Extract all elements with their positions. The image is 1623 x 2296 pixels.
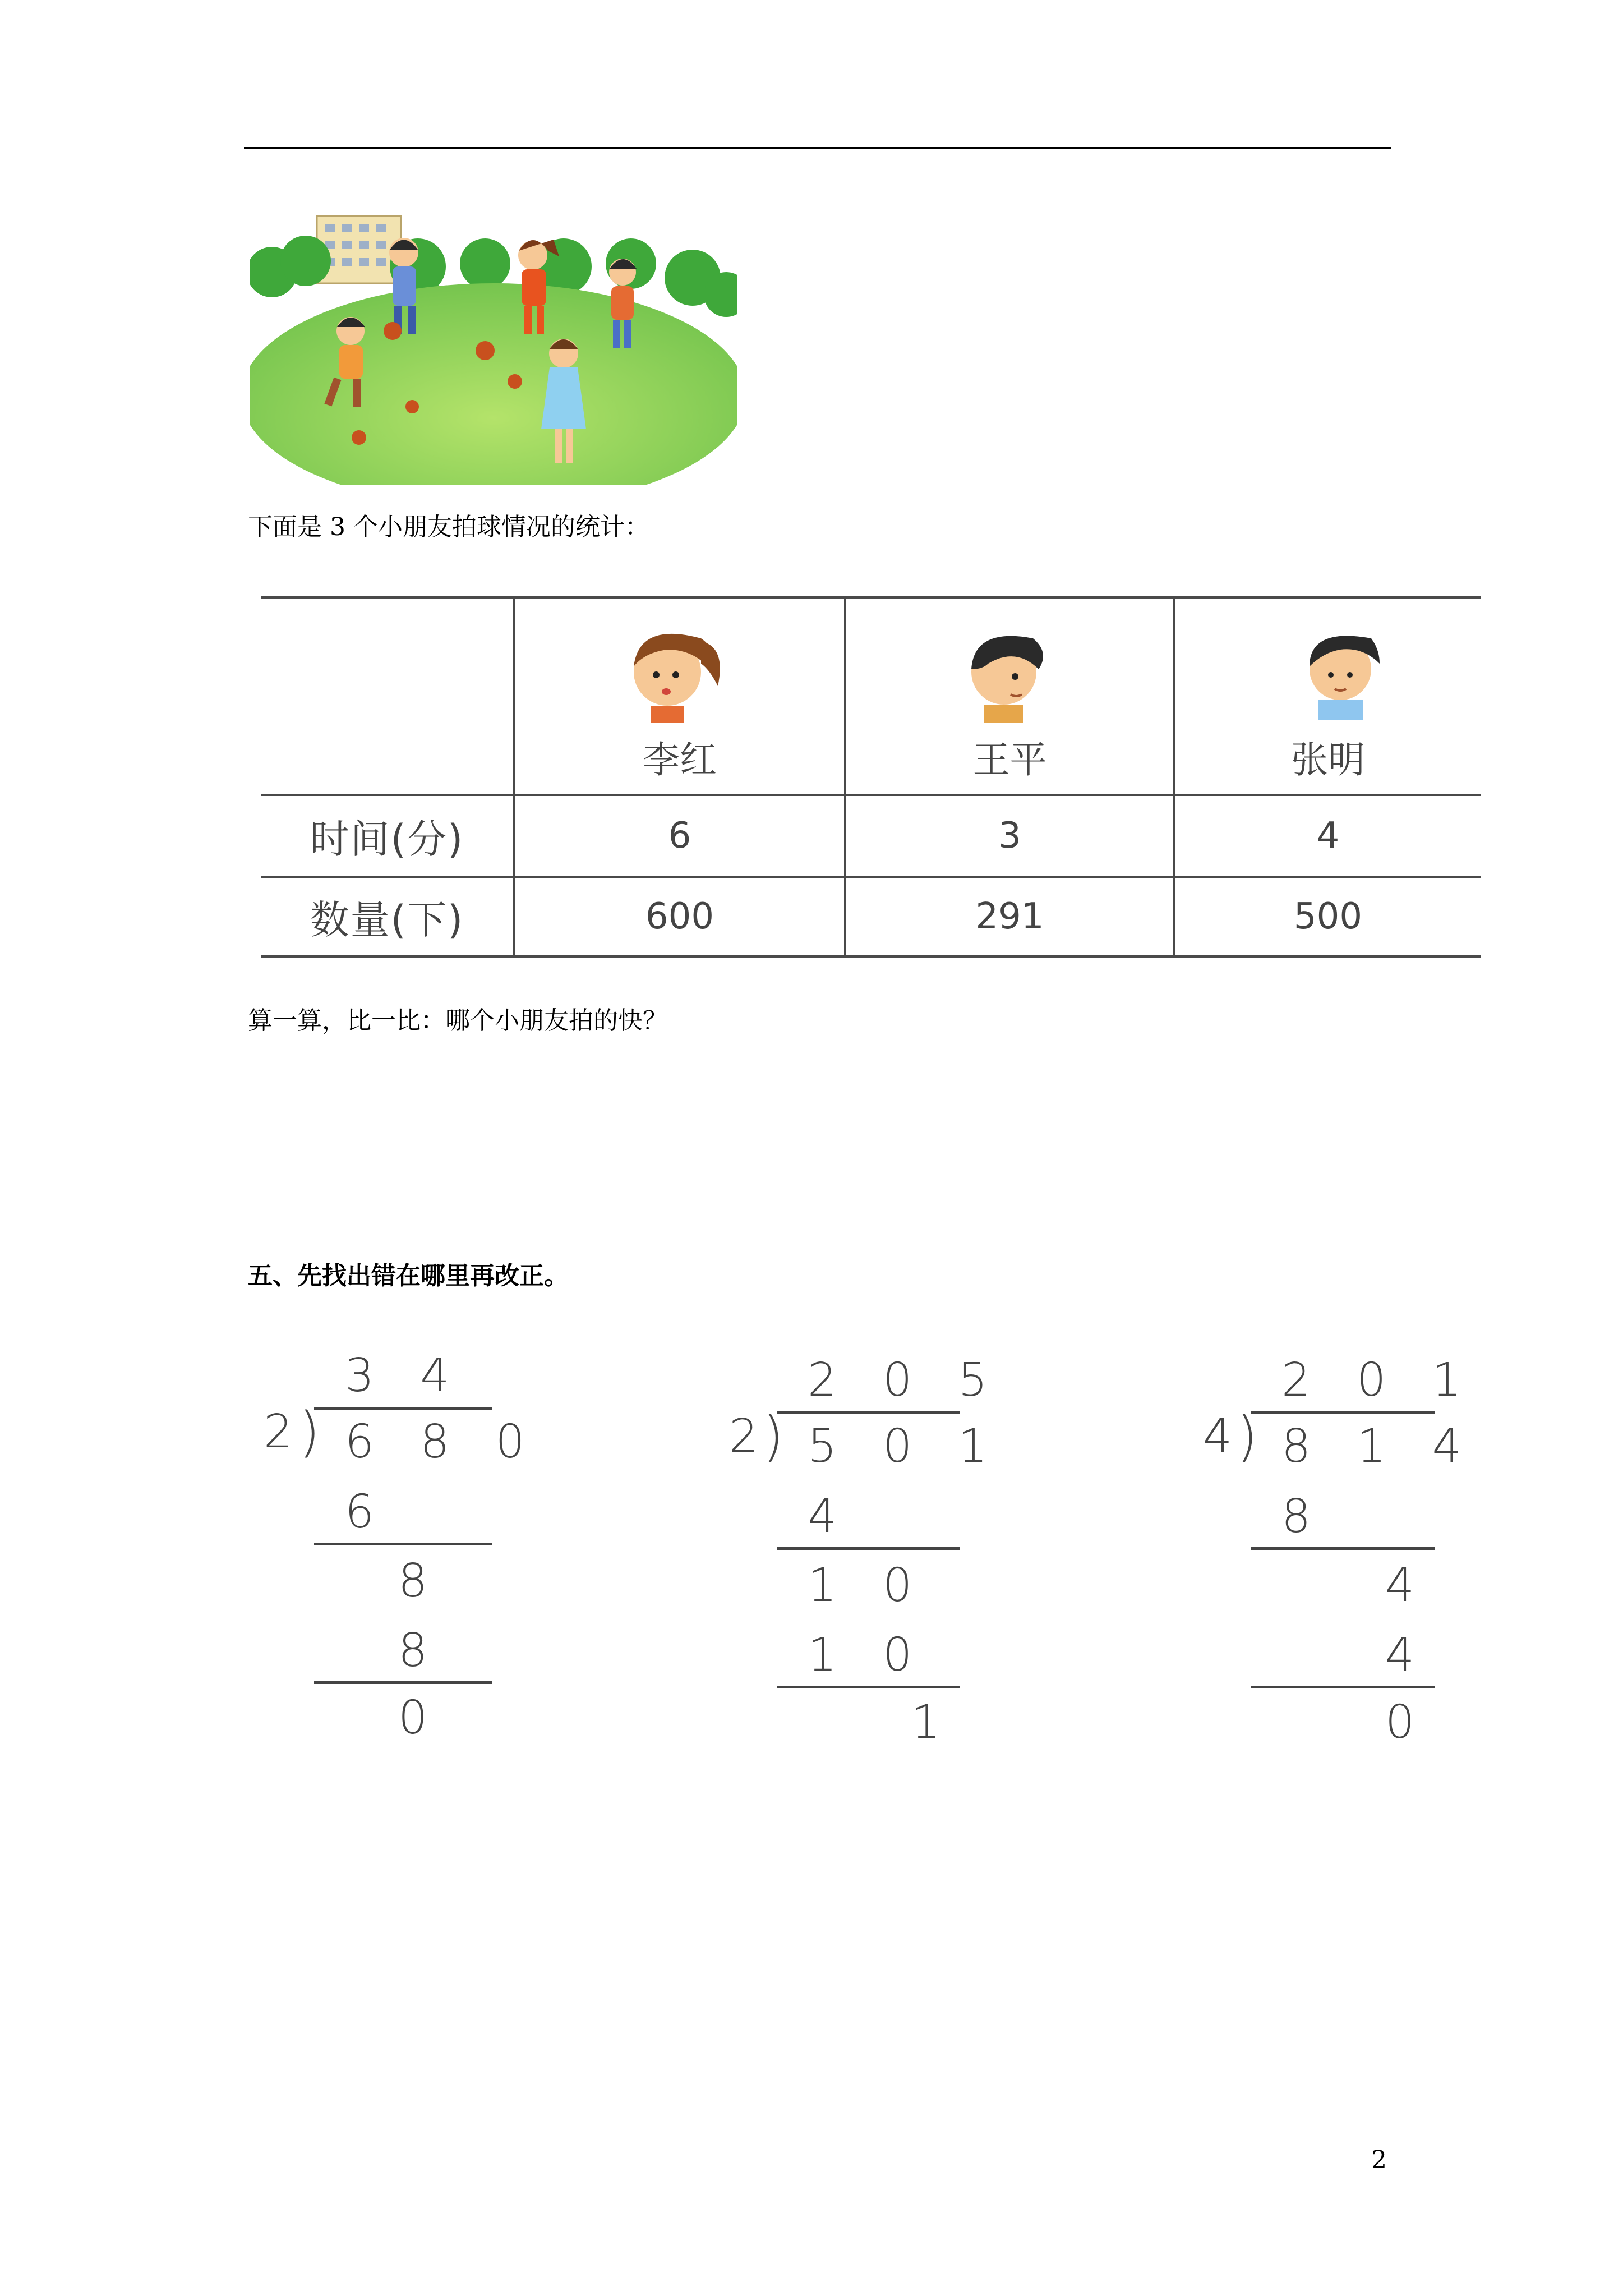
- row-header-time: 时间(分): [310, 816, 464, 862]
- step-subtrahend: 4: [1385, 1628, 1431, 1682]
- boy-side-view-icon: [948, 610, 1060, 723]
- subtraction-line: [1251, 1547, 1435, 1550]
- division-bar: [314, 1407, 492, 1410]
- step-remainder: 8: [398, 1554, 444, 1608]
- child-name-zhang-ming: 张明: [1291, 738, 1365, 781]
- final-remainder: 0: [1385, 1696, 1431, 1749]
- quotient: 2 0 5: [808, 1354, 1003, 1407]
- division-bar: [777, 1411, 960, 1414]
- step-subtrahend: 8: [1281, 1490, 1327, 1543]
- dividend: 5 0 1: [808, 1420, 1003, 1473]
- section5-title: 五、先找出错在哪里再改正。: [248, 1262, 569, 1290]
- step-subtrahend: 1 0: [808, 1628, 928, 1682]
- table-cell-time: 3: [998, 815, 1021, 857]
- step-subtrahend: 4: [808, 1490, 853, 1543]
- page-number: 2: [1371, 2146, 1387, 2174]
- subtraction-line: [1251, 1686, 1435, 1688]
- quotient: 2 0 1: [1281, 1354, 1477, 1407]
- division-bar: [1251, 1411, 1435, 1414]
- final-remainder: 1: [911, 1696, 957, 1749]
- long-division-problem-2: [729, 1351, 1021, 1755]
- intro-text: 下面是 3 个小朋友拍球情况的统计：: [248, 513, 649, 541]
- header-rule: [244, 147, 1391, 149]
- dividend: 8 1 4: [1281, 1420, 1477, 1473]
- compare-question: 算一算，比一比：哪个小朋友拍的快？: [248, 1006, 667, 1035]
- division-bracket: ): [763, 1405, 800, 1468]
- boy-front-view-icon: [1293, 619, 1388, 720]
- girl-with-ponytail-icon: [611, 610, 729, 723]
- child-name-li-hong: 李红: [643, 738, 717, 781]
- table-bottom-rule: [261, 955, 1481, 958]
- table-cell-time: 6: [668, 815, 691, 857]
- ball-bouncing-stats-table: [261, 596, 1481, 962]
- quotient: 3 4: [345, 1349, 465, 1402]
- subtraction-line: [777, 1547, 960, 1550]
- divisor: 4: [1203, 1410, 1248, 1463]
- children-playing-ball-illustration: [250, 210, 737, 485]
- division-bracket: ): [1237, 1405, 1274, 1468]
- step-subtrahend: 8: [398, 1624, 444, 1677]
- final-remainder: 0: [398, 1691, 444, 1745]
- child-name-wang-ping: 王平: [972, 738, 1047, 781]
- subtraction-line: [777, 1686, 960, 1688]
- divisor: 2: [729, 1410, 774, 1463]
- table-cell-count: 600: [645, 896, 714, 937]
- step-remainder: 1 0: [808, 1559, 928, 1612]
- table-cell-count: 291: [975, 896, 1044, 937]
- dividend: 6 8 0: [345, 1415, 541, 1469]
- divisor: 2: [264, 1405, 309, 1458]
- table-top-rule: [261, 596, 1481, 599]
- row-header-count: 数量(下): [310, 896, 464, 943]
- long-division-problem-3: [1203, 1351, 1495, 1755]
- long-division-problem-1: [261, 1346, 552, 1750]
- step-remainder: 4: [1385, 1559, 1431, 1612]
- table-cell-count: 500: [1293, 896, 1363, 937]
- subtraction-line: [314, 1543, 492, 1545]
- division-bracket: ): [299, 1401, 336, 1464]
- step-subtrahend: 6: [345, 1485, 390, 1539]
- table-cell-time: 4: [1316, 815, 1340, 857]
- subtraction-line: [314, 1681, 492, 1684]
